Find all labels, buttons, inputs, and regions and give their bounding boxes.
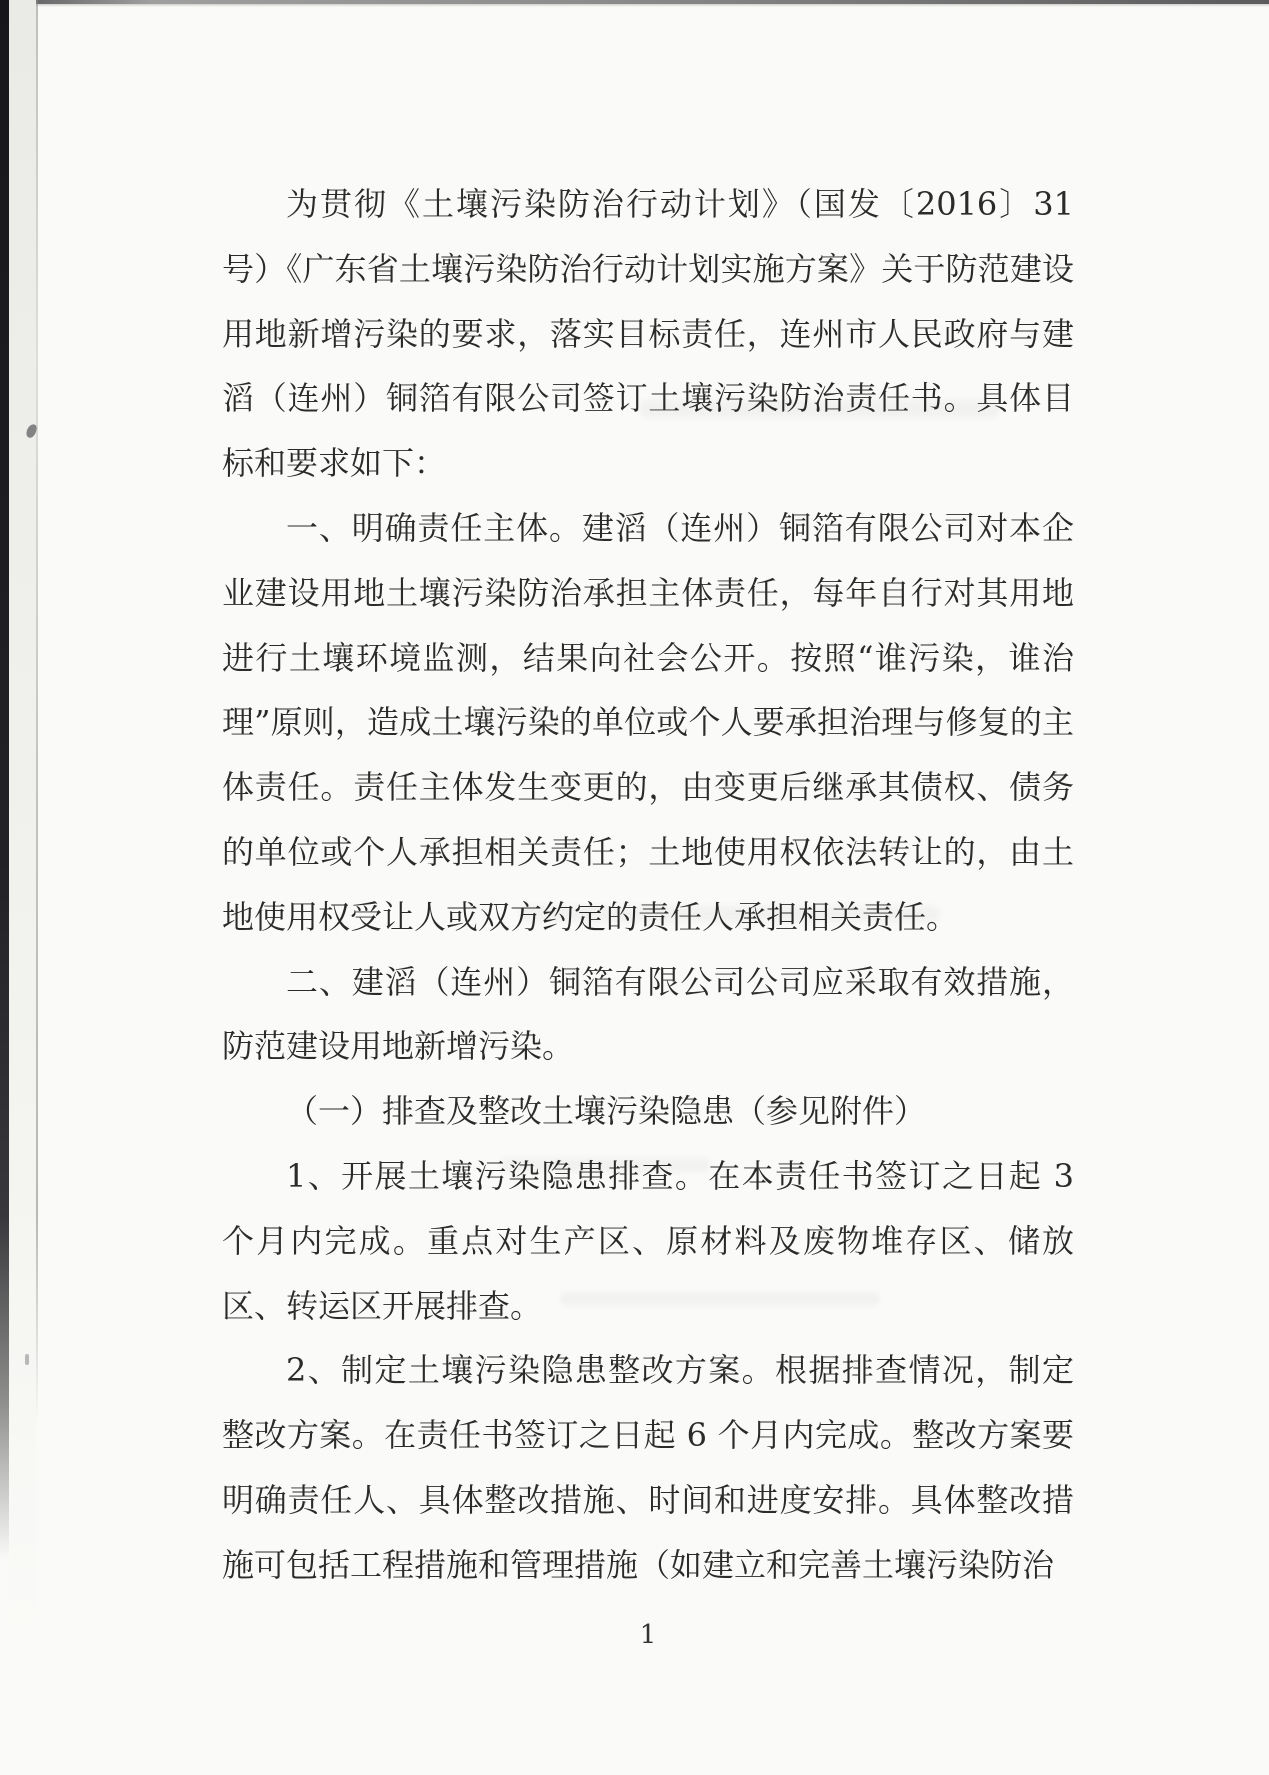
paragraph-item-2: 2、制定土壤污染隐患整改方案。根据排查情况，制定整改方案。在责任书签订之日起 6 个月内完成。整改方案要明确责任人、具体整改措施、时间和进度安排。具体整改措施可包括工程措施和管理措施（如建立和完善土壤污染防治 [222,1351,1074,1584]
page-number: 1 [639,1620,657,1650]
paragraph-item-1: 1、开展土壤污染隐患排查。在本责任书签订之日起 3 个月内完成。重点对生产区、原材料及废物堆存区、储放区、转运区开展排查。 [222,1156,1074,1325]
scanner-edge-top-shadow [0,4,1269,7]
paragraph-subsection-heading: （一）排查及整改土壤污染隐患（参见附件） [286,1092,927,1131]
document-body [222,172,1074,1598]
paragraph-section-2: 二、建滔（连州）铜箔有限公司公司应采取有效措施，防范建设用地新增污染。 [222,962,1074,1066]
paper-edge-shadow [9,0,36,1660]
scanner-edge-left [0,0,9,1560]
scan-speck [25,1354,29,1365]
paragraph-section-1: 一、明确责任主体。建滔（连州）铜箔有限公司对本企业建设用地土壤污染防治承担主体责任，每年自行对其用地进行土壤环境监测，结果向社会公开。按照“谁污染，谁治理”原则，造成土壤污染的单位或个人要承担治理与修复的主体责任。责任主体发生变更的，由变更后继承其债权、债务的单位或个人承担相关责任；土地使用权依法转让的，由土地使用权受让人或双方约定的责任人承担相关责任。 [222,508,1074,936]
paper-fold-line [36,0,38,1430]
paragraph-intro: 为贯彻《土壤污染防治行动计划》（国发〔2016〕31 号）《广东省土壤污染防治行动计划实施方案》关于防范建设用地新增污染的要求，落实目标责任，连州市人民政府与建滔（连州）铜箔有限公司签订土壤污染防治责任书。具体目标和要求如下： [222,185,1074,483]
